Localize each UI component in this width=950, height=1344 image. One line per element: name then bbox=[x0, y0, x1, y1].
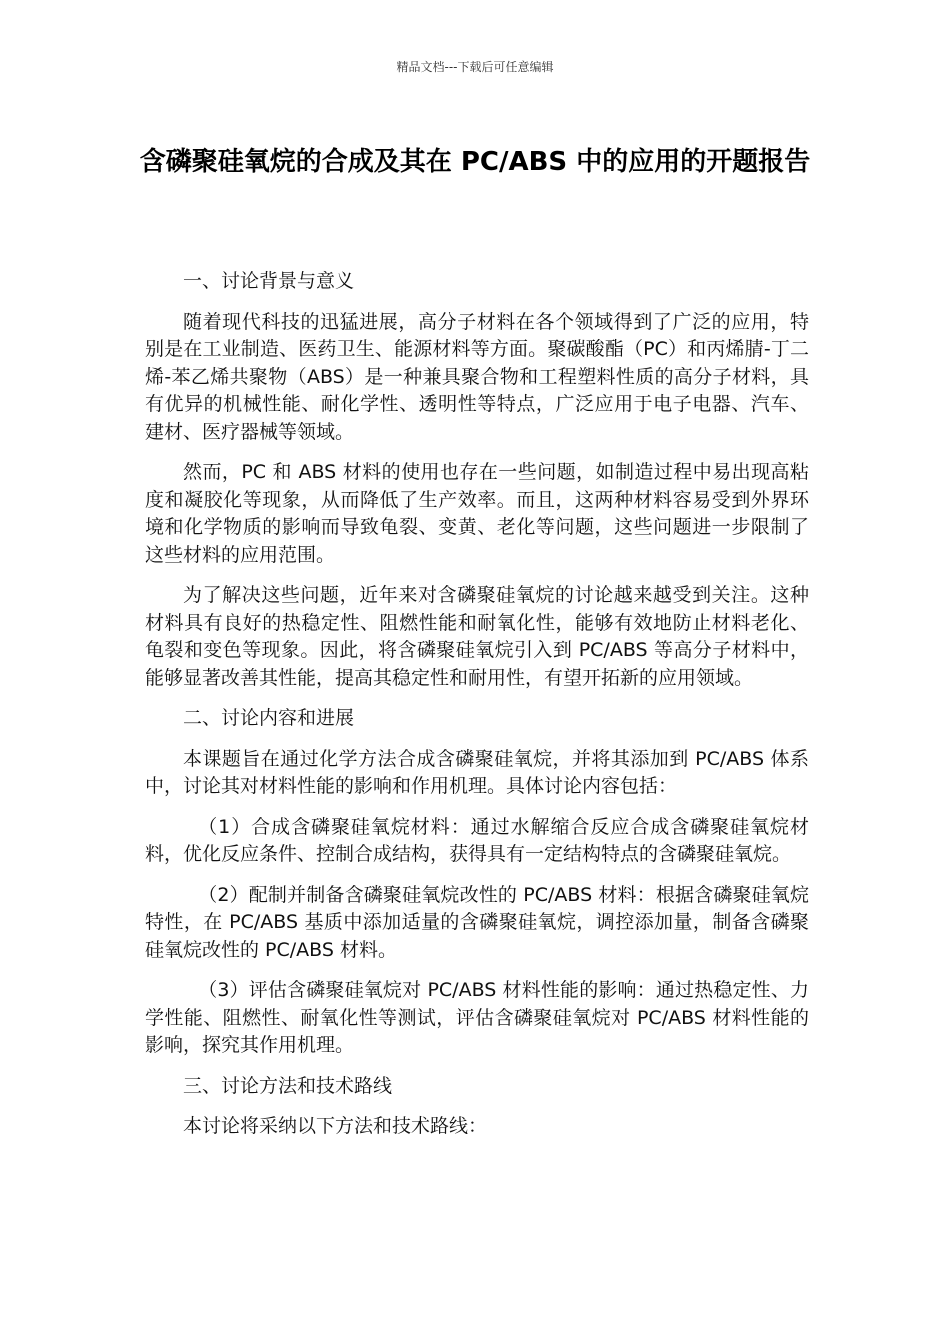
paragraph: 本讨论将采纳以下方法和技术路线： bbox=[183, 1115, 488, 1137]
document-body bbox=[145, 268, 809, 1154]
paragraph: 随着现代科技的迅猛进展，高分子材料在各个领域得到了广泛的应用，特别是在工业制造、医药卫生、能源材料等方面。聚碳酸酯（PC）和丙烯腈-丁二烯-苯乙烯共聚物（ABS）是一种兼具聚合物和工程塑料性质的高分子材料，具有优异的机械性能、耐化学性、透明性等特点，广泛应用于电子电器、汽车、建材、医疗器械等领域。 bbox=[145, 310, 809, 443]
paragraph: 本课题旨在通过化学方法合成含磷聚硅氧烷，并将其添加到 PC/ABS 体系中，讨论其对材料性能的影响和作用机理。具体讨论内容包括： bbox=[145, 747, 809, 797]
list-item: （1）合成含磷聚硅氧烷材料：通过水解缩合反应合成含磷聚硅氧烷材料，优化反应条件、控制合成结构，获得具有一定结构特点的含磷聚硅氧烷。 bbox=[145, 815, 809, 865]
section-heading-methods: 三、讨论方法和技术路线 bbox=[183, 1074, 393, 1097]
section-heading-content: 二、讨论内容和进展 bbox=[183, 707, 355, 729]
paragraph: 为了解决这些问题，近年来对含磷聚硅氧烷的讨论越来越受到关注。这种材料具有良好的热稳定性、阻燃性能和耐氧化性，能够有效地防止材料老化、龟裂和变色等现象。因此，将含磷聚硅氧烷引入到 PC/ABS 等高分子材料中，能够显著改善其性能，提高其稳定性和耐用性，有望开拓新的应用领域。 bbox=[145, 584, 809, 689]
list-item: （2）配制并制备含磷聚硅氧烷改性的 PC/ABS 材料：根据含磷聚硅氧烷特性，在 PC/ABS 基质中添加适量的含磷聚硅氧烷，调控添加量，制备含磷聚硅氧烷改性的 PC/ABS 材料。 bbox=[145, 883, 809, 961]
list-item: （3）评估含磷聚硅氧烷对 PC/ABS 材料性能的影响：通过热稳定性、力学性能、阻燃性、耐氧化性等测试，评估含磷聚硅氧烷对 PC/ABS 材料性能的影响，探究其作用机理。 bbox=[145, 979, 809, 1056]
paragraph: 然而，PC 和 ABS 材料的使用也存在一些问题，如制造过程中易出现高粘度和凝胶化等现象，从而降低了生产效率。而且，这两种材料容易受到外界环境和化学物质的影响而导致龟裂、变黄、老化等问题，这些问题进一步限制了这些材料的应用范围。 bbox=[145, 461, 809, 566]
section-heading-background: 一、讨论背景与意义 bbox=[183, 270, 355, 292]
page-header: 精品文档---下载后可任意编辑 bbox=[396, 60, 554, 74]
document-title: 含磷聚硅氧烷的合成及其在 PC/ABS 中的应用的开题报告 bbox=[139, 147, 811, 177]
